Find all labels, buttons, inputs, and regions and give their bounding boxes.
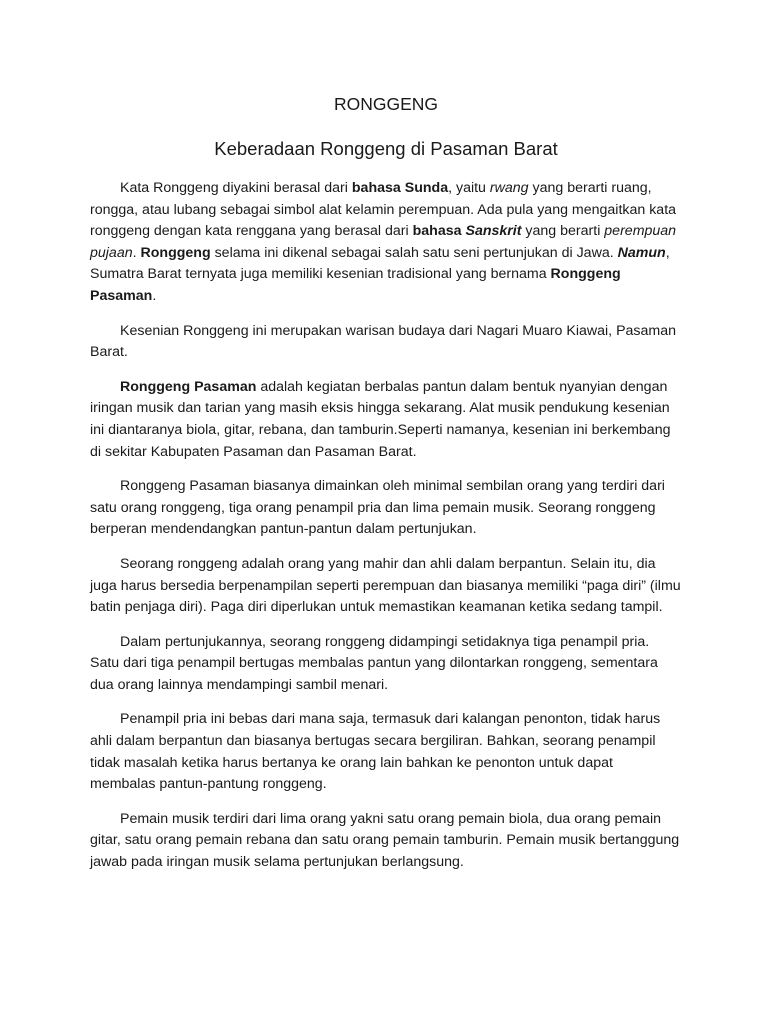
term-sanskrit-text: Sanskrit bbox=[465, 223, 522, 240]
term-bahasa-sunda: bahasa Sunda bbox=[351, 180, 449, 196]
paragraph-3 bbox=[90, 377, 682, 463]
text-span: . bbox=[152, 287, 157, 304]
term-bahasa: bahasa bbox=[412, 223, 462, 240]
text-span: Kata Ronggeng diyakini berasal dari bbox=[120, 180, 352, 196]
term-sanskrit bbox=[465, 223, 521, 239]
term-ronggeng-pasaman: Ronggeng Pasaman bbox=[90, 266, 621, 304]
document-title: RONGGENG bbox=[333, 94, 439, 114]
paragraph-8: Pemain musik terdiri dari lima orang yakni satu orang pemain biola, dua orang pemain gitar, satu orang pemain rebana dan satu orang pemain tamburin. Pemain musik bertanggung jawab pada iringan musik selama pertunjukan berlangsung. bbox=[90, 810, 680, 871]
text-span: yang berarti bbox=[521, 223, 605, 240]
paragraph-4: Ronggeng Pasaman biasanya dimainkan oleh minimal sembilan orang yang terdiri dari satu orang ronggeng, tiga orang penampil pria dan lima pemain musik. Seorang ronggeng berperan mendendangkan pantun-pantun dalam pertunjukan. bbox=[90, 478, 665, 538]
text-span: selama ini dikenal sebagai salah satu seni pertunjukan di Jawa. bbox=[210, 244, 618, 261]
document-subtitle: Keberadaan Ronggeng di Pasaman Barat bbox=[214, 138, 558, 159]
paragraph-1 bbox=[90, 178, 682, 308]
paragraph-2: Kesenian Ronggeng ini merupakan warisan budaya dari Nagari Muaro Kiawai, Pasaman Barat. bbox=[90, 322, 677, 361]
paragraph-5: Seorang ronggeng adalah orang yang mahir dan ahli dalam berpantun. Selain itu, dia juga harus bersedia berpenampilan seperti perempuan dan biasanya memiliki “paga diri” (ilmu batin penjaga diri). Paga diri diperlukan untuk memastikan keamanan ketika sedang tampil. bbox=[90, 555, 681, 616]
term-rwang: rwang bbox=[489, 180, 529, 196]
text-span: . bbox=[132, 244, 141, 261]
paragraph-7: Penampil pria ini bebas dari mana saja, termasuk dari kalangan penonton, tidak harus ahli dalam berpantun dan biasanya bertugas secara bergiliran. Bahkan, seorang penampil tidak masalah ketika harus bertanya ke orang lain bahkan ke penonton untuk dapat membalas pantun-pantung ronggeng. bbox=[90, 711, 661, 793]
text-span: yang berarti ruang, rongga, atau lubang sebagai simbol alat kelamin perempuan. Ada pula yang mengaitkan kata ronggeng dengan kata renggana yang berasal dari bbox=[90, 180, 677, 240]
text-span: , yaitu bbox=[448, 180, 490, 196]
term-perempuan-pujaan: perempuan pujaan bbox=[90, 223, 677, 261]
text-span: , Sumatra Barat ternyata juga memiliki kesenian tradisional yang bernama bbox=[90, 244, 670, 283]
term-namun bbox=[618, 245, 666, 261]
text-span: adalah kegiatan berbalas pantun dalam bentuk nyanyian dengan iringan musik dan tarian yang masih eksis hingga sekarang. Alat musik pendukung kesenian ini diantaranya biola, gitar, rebana, dan tamburin.Seperti namanya, kesenian ini berkembang di sekitar Kabupaten Pasaman dan Pasaman Barat. bbox=[90, 378, 671, 460]
paragraph-6: Dalam pertunjukannya, seorang ronggeng didampingi setidaknya tiga penampil pria. Satu dari tiga penampil bertugas membalas pantun yang dilontarkan ronggeng, sementara dua orang lainnya mendampingi sambil menari. bbox=[90, 633, 658, 693]
term-namun-text: Namun bbox=[617, 244, 666, 261]
term-ronggeng-pasaman: Ronggeng Pasaman bbox=[120, 378, 257, 395]
term-ronggeng: Ronggeng bbox=[140, 244, 211, 261]
